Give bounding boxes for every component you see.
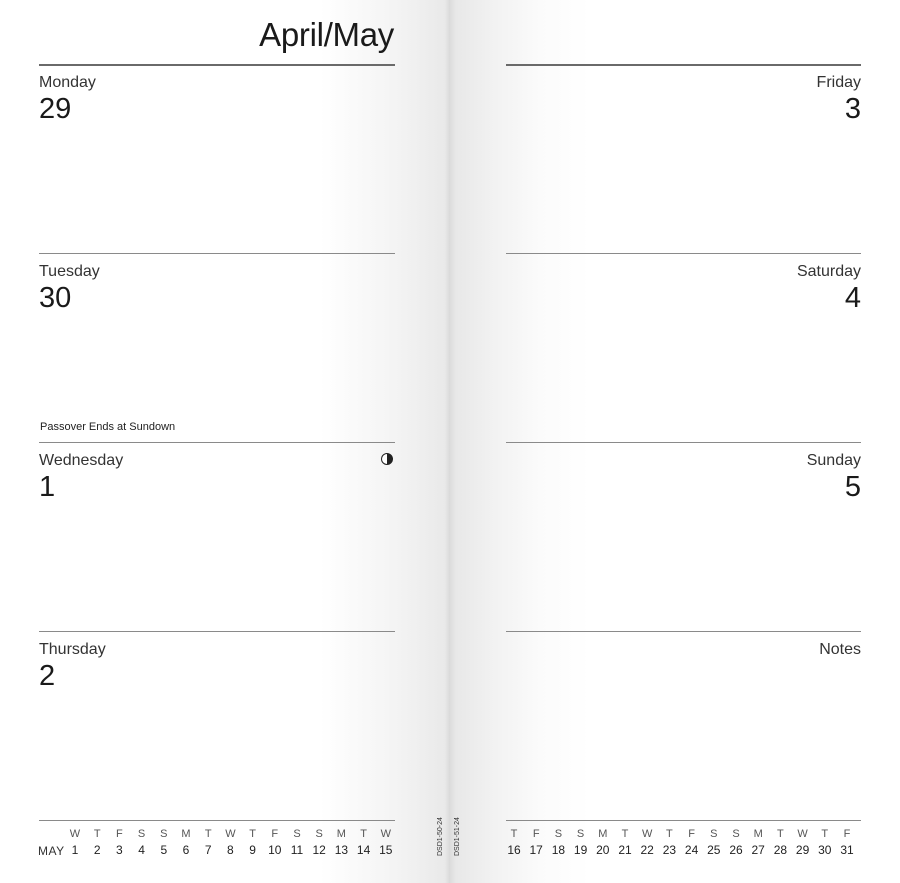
mini-calendar-weekday: W bbox=[797, 828, 808, 840]
mini-calendar-date: 31 bbox=[840, 843, 854, 857]
day-number-wednesday: 1 bbox=[39, 471, 56, 503]
first-quarter-moon-icon bbox=[381, 453, 393, 465]
mini-calendar-weekday: S bbox=[576, 828, 585, 840]
day-name-wednesday: Wednesday bbox=[39, 452, 124, 469]
mini-calendar-date: 12 bbox=[312, 843, 326, 857]
mini-calendar-weekday: W bbox=[641, 828, 653, 840]
day-name-saturday: Saturday bbox=[796, 263, 861, 280]
mini-calendar-date: 2 bbox=[93, 843, 101, 857]
day-name-tuesday: Tuesday bbox=[39, 263, 100, 280]
mini-calendar-weekday: S bbox=[137, 828, 146, 840]
mini-calendar-date: 10 bbox=[268, 843, 282, 857]
day-divider bbox=[506, 631, 861, 632]
mini-calendar-month-label: MAY bbox=[38, 844, 65, 858]
mini-calendar-weekday: S bbox=[293, 828, 301, 840]
mini-calendar-weekday: F bbox=[843, 828, 851, 840]
day-number-thursday: 2 bbox=[39, 660, 56, 692]
mini-calendar-date: 8 bbox=[227, 843, 234, 857]
mini-calendar-date: 5 bbox=[160, 843, 168, 857]
notes-label: Notes bbox=[819, 641, 861, 658]
mini-calendar-date: 14 bbox=[356, 843, 371, 857]
day-divider bbox=[39, 631, 395, 632]
mini-calendar-weekday: T bbox=[821, 828, 829, 840]
mini-calendar-weekday: W bbox=[380, 828, 391, 840]
mini-calendar-weekday: F bbox=[688, 828, 695, 840]
day-name-thursday: Thursday bbox=[39, 641, 106, 658]
mini-calendar-weekday: W bbox=[225, 828, 236, 840]
mini-calendar-date: 13 bbox=[334, 843, 349, 857]
mini-calendar-date: 19 bbox=[573, 843, 588, 857]
mini-calendar-weekday: S bbox=[160, 828, 168, 840]
mini-calendar-date: 18 bbox=[551, 843, 566, 857]
product-code-right: DSD1-51-24 bbox=[454, 817, 461, 856]
mini-calendar-date: 6 bbox=[182, 843, 190, 857]
mini-calendar-weekday: M bbox=[181, 828, 191, 840]
mini-calendar-weekday: T bbox=[510, 828, 518, 840]
mini-calendar-date: 15 bbox=[379, 843, 393, 857]
mini-calendar-weekday: S bbox=[710, 828, 718, 840]
mini-calendar-date: 26 bbox=[729, 843, 743, 857]
mini-calendar-date: 24 bbox=[684, 843, 699, 857]
mini-calendar-weekday: F bbox=[116, 828, 123, 840]
mini-calendar-date: 21 bbox=[618, 843, 632, 857]
day-divider bbox=[506, 442, 861, 443]
mini-calendar-date: 4 bbox=[138, 843, 145, 857]
day-number-sunday: 5 bbox=[844, 471, 861, 503]
day-divider bbox=[39, 253, 395, 254]
mini-calendar-weekday: W bbox=[69, 828, 81, 840]
footer-rule bbox=[39, 820, 395, 821]
mini-calendar-weekday: T bbox=[204, 828, 212, 840]
header-rule bbox=[506, 64, 861, 66]
day-divider bbox=[39, 442, 395, 443]
mini-calendar-date: 16 bbox=[507, 843, 521, 857]
mini-calendar-weekday: T bbox=[777, 828, 784, 840]
mini-calendar-weekday: S bbox=[315, 828, 323, 840]
mini-calendar-date: 22 bbox=[640, 843, 654, 857]
day-name-sunday: Sunday bbox=[806, 452, 861, 469]
mini-calendar-date: 28 bbox=[773, 843, 788, 857]
mini-calendar-weekday: T bbox=[249, 828, 256, 840]
day-number-monday: 29 bbox=[39, 93, 72, 125]
mini-calendar-date: 27 bbox=[751, 843, 765, 857]
mini-calendar-date: 20 bbox=[596, 843, 610, 857]
day-number-friday: 3 bbox=[844, 93, 861, 125]
mini-calendar-weekday: S bbox=[554, 828, 563, 840]
day-name-friday: Friday bbox=[816, 74, 861, 91]
mini-calendar-date: 23 bbox=[662, 843, 677, 857]
mini-calendar-weekday: M bbox=[336, 828, 346, 840]
mini-calendar-weekday: T bbox=[360, 828, 367, 840]
holiday-note: Passover Ends at Sundown bbox=[40, 421, 176, 433]
day-number-tuesday: 30 bbox=[39, 282, 72, 314]
day-number-saturday: 4 bbox=[844, 282, 861, 314]
mini-calendar-weekday: F bbox=[271, 828, 279, 840]
header-rule bbox=[39, 64, 395, 66]
footer-rule bbox=[506, 820, 861, 821]
day-name-monday: Monday bbox=[39, 74, 96, 91]
mini-calendar-weekday: T bbox=[666, 828, 673, 840]
mini-calendar-date: 30 bbox=[818, 843, 832, 857]
day-divider bbox=[506, 253, 861, 254]
mini-calendar-date: 7 bbox=[204, 843, 212, 857]
mini-calendar-weekday: T bbox=[93, 828, 101, 840]
mini-calendar-date: 11 bbox=[290, 843, 304, 857]
mini-calendar-weekday: T bbox=[621, 828, 629, 840]
mini-calendar-date: 1 bbox=[71, 843, 79, 857]
mini-calendar-weekday: M bbox=[753, 828, 763, 840]
mini-calendar-date: 17 bbox=[529, 843, 543, 857]
mini-calendar-date: 29 bbox=[795, 843, 810, 857]
page-title: April/May bbox=[259, 16, 394, 53]
right-page bbox=[450, 0, 900, 883]
mini-calendar-date: 3 bbox=[116, 843, 123, 857]
mini-calendar-weekday: S bbox=[732, 828, 740, 840]
product-code-left: DSD1-50-24 bbox=[437, 817, 444, 856]
mini-calendar-date: 9 bbox=[249, 843, 256, 857]
mini-calendar-weekday: M bbox=[598, 828, 608, 840]
mini-calendar-date: 25 bbox=[707, 843, 721, 857]
mini-calendar-weekday: F bbox=[532, 828, 540, 840]
